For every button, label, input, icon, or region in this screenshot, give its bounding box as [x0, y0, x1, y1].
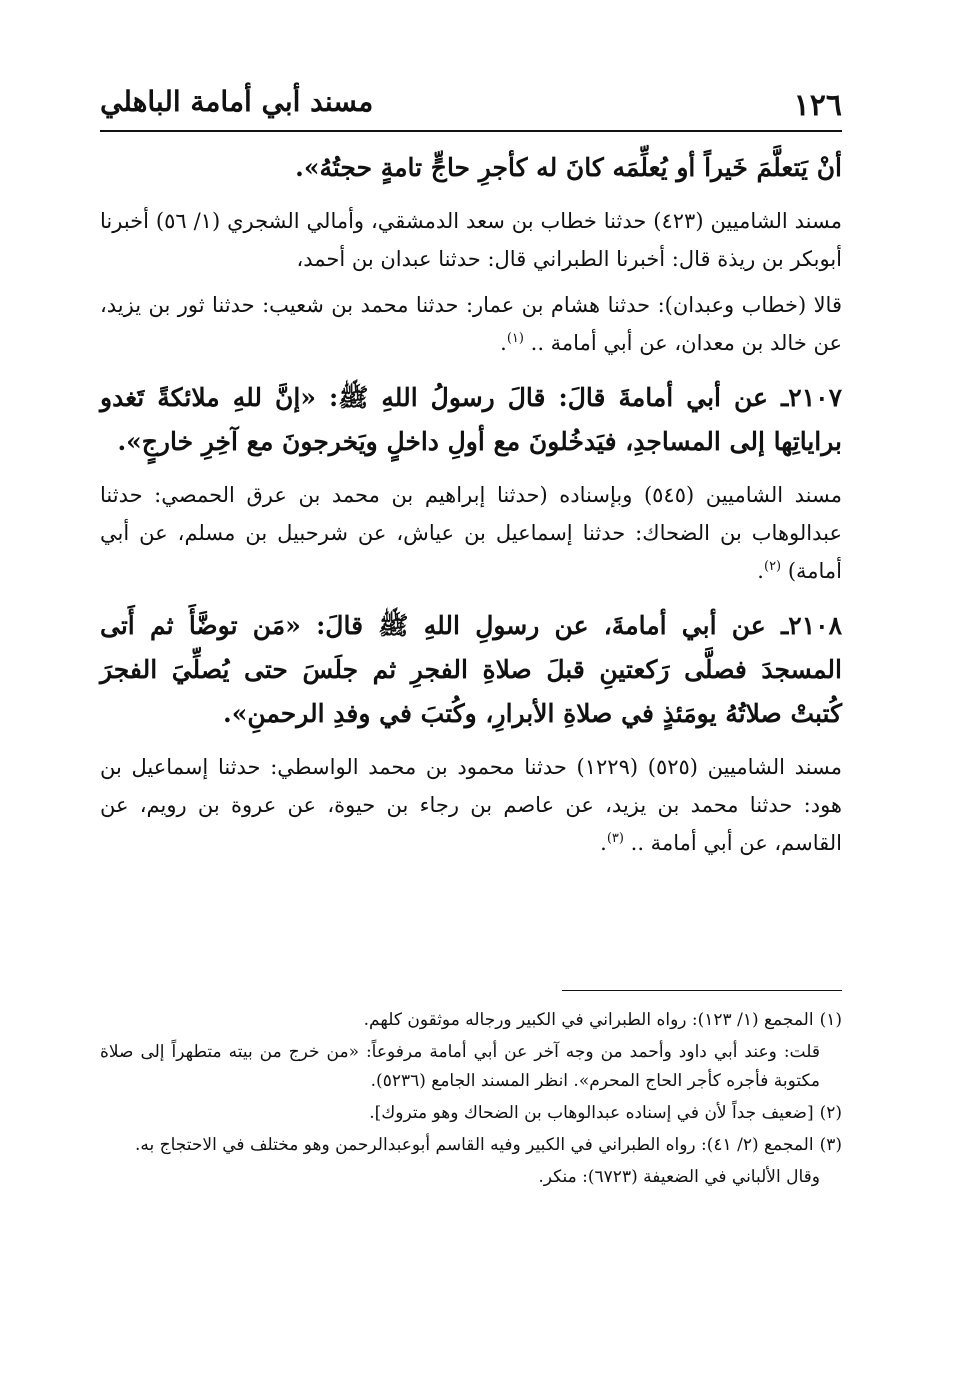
footnotes: [100, 1006, 842, 1195]
footnote-ref-1[interactable]: (١): [506, 331, 524, 346]
source-paragraph-1a: مسند الشاميين (٤٢٣) حدثنا خطاب بن سعد الدمشقي، وأمالي الشجري (١/ ٥٦) أخبرنا أبوبكر بن ريذة قال: أخبرنا الطبراني قال: حدثنا عبدان بن أحمد،: [100, 209, 842, 271]
footnote-text: المجمع (١/ ١٢٣): رواه الطبراني في الكبير ورجاله موثقون كلهم.: [363, 1010, 814, 1030]
source-paragraph-1b: [100, 286, 842, 362]
source-1b-end: .: [500, 331, 507, 355]
footnote-text: المجمع (٢/ ٤١): رواه الطبراني في الكبير وفيه القاسم أبوعبدالرحمن وهو مختلف في الاحتجاج به.: [135, 1135, 814, 1155]
footnote-1: [100, 1006, 842, 1035]
hadith-continuation: أنْ يَتعلَّمَ خَيراً أو يُعلِّمَه كانَ له كأجرِ حاجٍّ تامةٍ حجتُهُ».: [295, 153, 842, 182]
footnote-2: [100, 1099, 842, 1128]
source-3-text: مسند الشاميين (٥٢٥) (١٢٢٩) حدثنا محمود بن محمد الواسطي: حدثنا إسماعيل بن هود: حدثنا محمد بن يزيد، عن عاصم بن رجاء بن حيوة، عن عروة بن رويم، عن القاسم، عن أبي أمامة ..: [100, 755, 842, 855]
footnote-3-note: [100, 1163, 842, 1192]
footnote-number: (١): [819, 1010, 842, 1030]
footnote-1-note: [100, 1038, 842, 1096]
page-number: ١٢٦: [793, 88, 842, 123]
source-paragraph-3: [100, 748, 842, 862]
footnote-ref-3[interactable]: (٣): [606, 831, 624, 846]
footnote-number: (٢): [819, 1103, 842, 1123]
source-2-text: مسند الشاميين (٥٤٥) وبإسناده (حدثنا إبراهيم بن محمد بن عرق الحمصي: حدثنا عبدالوهاب بن الضحاك: حدثنا إسماعيل بن عياش، عن شرحبيل بن مسلم، عن أبي أمامة): [100, 483, 842, 583]
source-3-end: .: [600, 831, 607, 855]
hadith-2108: ٢١٠٨ـ عن أبي أمامةَ، عن رسولِ اللهِ ﷺ قالَ: «مَن توضَّأَ ثم أَتى المسجدَ فصلَّى رَكعتينِ قبلَ صلاةِ الفجرِ ثم جلَسَ حتى يُصلِّيَ الفجرَ كُتبتْ صلاتُهُ يومَئذٍ في صلاةِ الأبرارِ، وكُتبَ في وفدِ الرحمنِ».: [100, 611, 842, 728]
page-header: [100, 78, 842, 130]
footnote-number: (٣): [819, 1135, 842, 1155]
footnote-text: [ضعيف جداً لأن في إسناده عبدالوهاب بن الضحاك وهو متروك].: [369, 1103, 814, 1123]
footnote-separator: [562, 990, 842, 991]
page-body: [100, 146, 842, 876]
footnote-text: قلت: وعند أبي داود وأحمد من وجه آخر عن أبي أمامة مرفوعاً: «من خرج من بيته متطهراً إلى صلاة مكتوبة فأجره كأجر الحاج المحرم». انظر المسند الجامع (٥٢٣٦).: [100, 1042, 820, 1091]
footnote-ref-2[interactable]: (٢): [763, 559, 782, 574]
hadith-2107: ٢١٠٧ـ عن أبي أمامةَ قالَ: قالَ رسولُ اللهِ ﷺ: «إنَّ للهِ ملائكةً تَغدو براياتِها إلى المساجدِ، فيَدخُلونَ مع أولِ داخلٍ ويَخرجونَ مع آخِرِ خارجٍ».: [100, 383, 842, 456]
running-title: مسند أبي أمامة الباهلي: [100, 85, 374, 118]
source-2-end: .: [757, 559, 764, 583]
footnote-3: [100, 1131, 842, 1160]
footnote-text: وقال الألباني في الضعيفة (٦٧٢٣): منكر.: [538, 1167, 820, 1187]
source-1b-text: قالا (خطاب وعبدان): حدثنا هشام بن عمار: حدثنا محمد بن شعيب: حدثنا ثور بن يزيد، عن خالد بن معدان، عن أبي أمامة ..: [100, 293, 842, 355]
header-rule: [100, 130, 842, 132]
source-paragraph-2: [100, 476, 842, 590]
